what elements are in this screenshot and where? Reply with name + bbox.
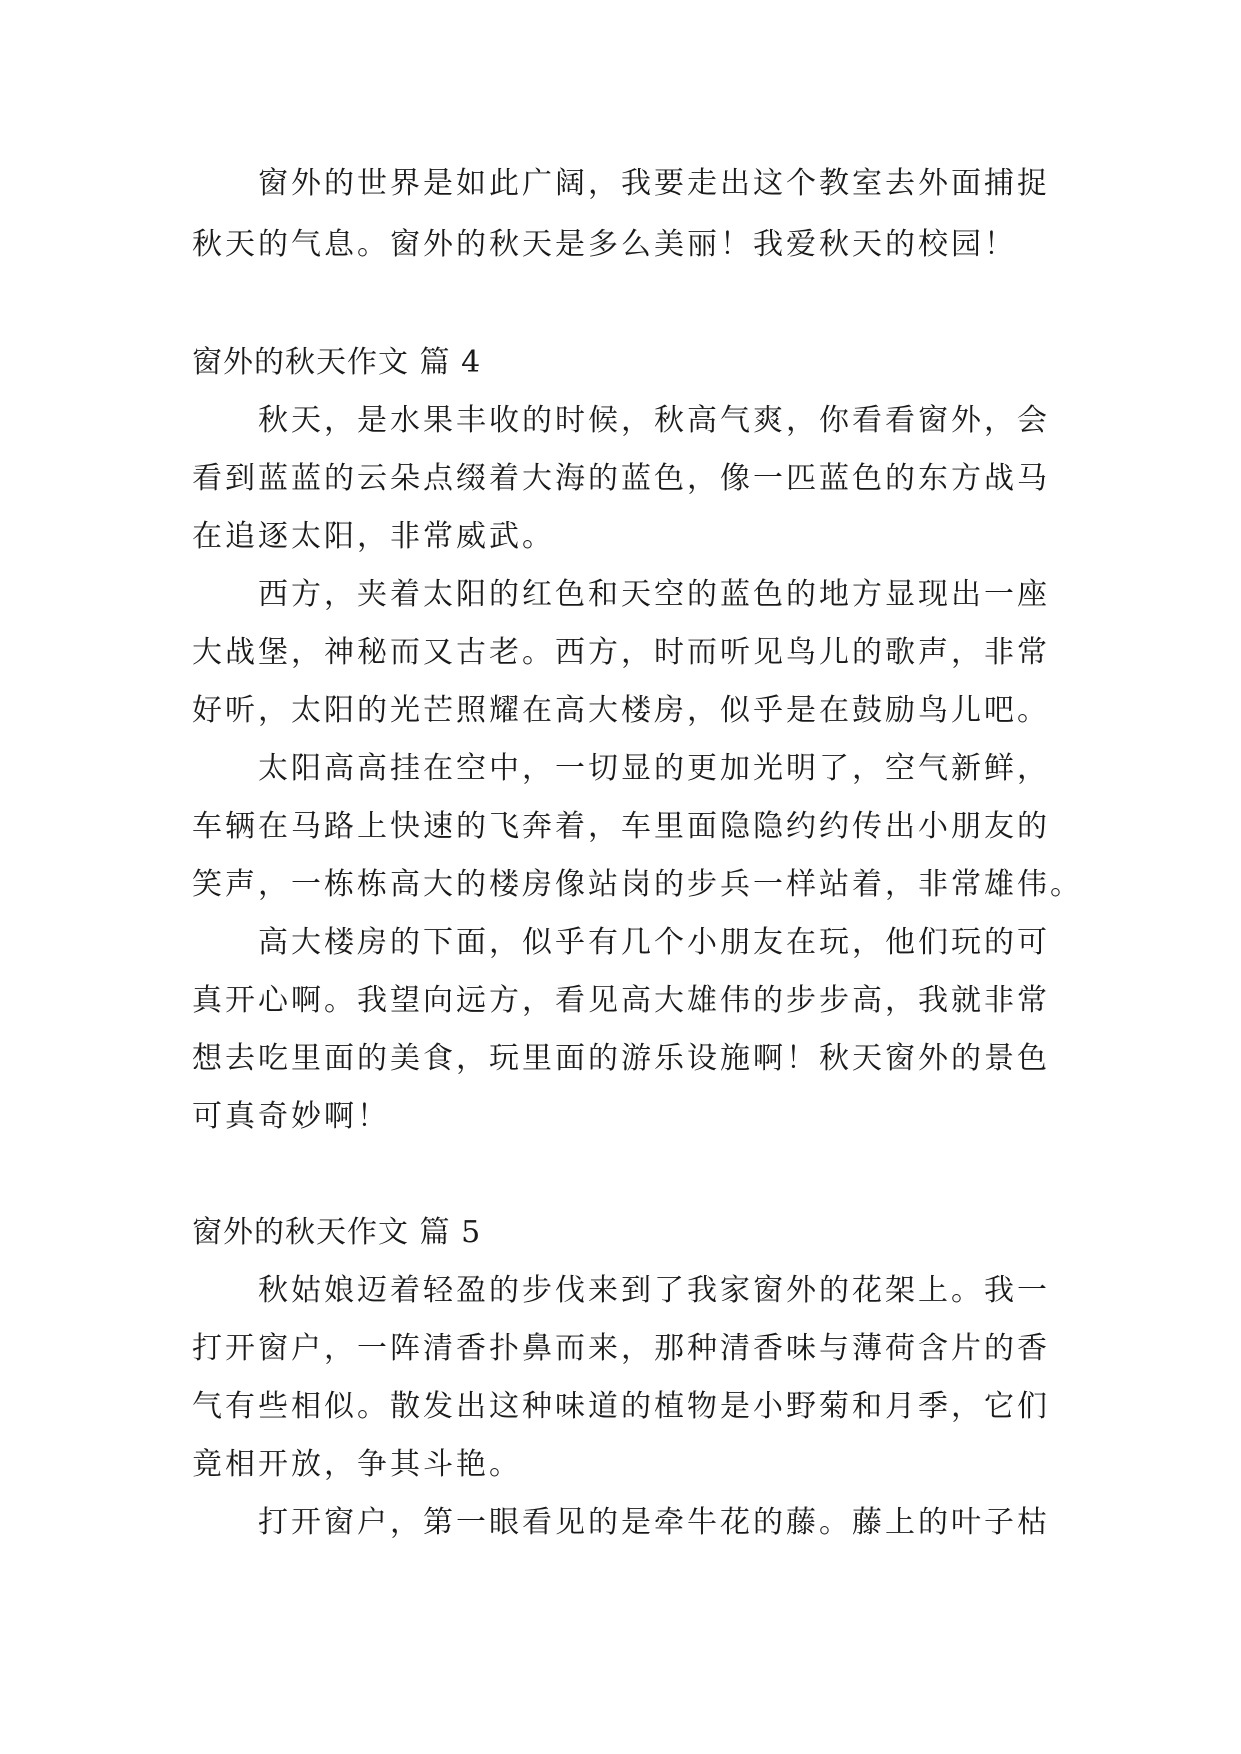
paragraph-line: 秋天，是水果丰收的时候，秋高气爽，你看看窗外，会 [258, 403, 1050, 438]
paragraph-line: 真开心啊。我望向远方，看见高大雄伟的步步高，我就非常 [192, 983, 1050, 1018]
paragraph-line: 大战堡，神秘而又古老。西方，时而听见鸟儿的歌声，非常 [192, 635, 1050, 670]
paragraph-line: 竟相开放，争其斗艳。 [192, 1447, 522, 1482]
paragraph-line: 笑声，一栋栋高大的楼房像站岗的步兵一样站着，非常雄伟。 [192, 867, 1083, 902]
paragraph-line: 看到蓝蓝的云朵点缀着大海的蓝色，像一匹蓝色的东方战马 [192, 461, 1050, 496]
section-heading-5: 窗外的秋天作文 篇 5 [192, 1215, 482, 1250]
paragraph-line: 想去吃里面的美食，玩里面的游乐设施啊！秋天窗外的景色 [192, 1041, 1050, 1076]
paragraph-line: 打开窗户，第一眼看见的是牵牛花的藤。藤上的叶子枯 [258, 1505, 1050, 1540]
paragraph-line: 秋姑娘迈着轻盈的步伐来到了我家窗外的花架上。我一 [258, 1273, 1050, 1308]
paragraph-line: 高大楼房的下面，似乎有几个小朋友在玩，他们玩的可 [258, 925, 1050, 960]
section-heading-4: 窗外的秋天作文 篇 4 [192, 345, 482, 380]
paragraph-line: 车辆在马路上快速的飞奔着，车里面隐隐约约传出小朋友的 [192, 809, 1050, 844]
paragraph-line: 窗外的世界是如此广阔，我要走出这个教室去外面捕捉 [258, 166, 1050, 201]
paragraph-line: 西方，夹着太阳的红色和天空的蓝色的地方显现出一座 [258, 577, 1050, 612]
paragraph-line: 好听，太阳的光芒照耀在高大楼房，似乎是在鼓励鸟儿吧。 [192, 693, 1050, 728]
paragraph-line: 在追逐太阳，非常威武。 [192, 519, 555, 554]
paragraph-line: 打开窗户，一阵清香扑鼻而来，那种清香味与薄荷含片的香 [192, 1331, 1050, 1366]
paragraph-line: 可真奇妙啊！ [192, 1099, 390, 1134]
paragraph-line: 秋天的气息。窗外的秋天是多么美丽！我爱秋天的校园！ [192, 227, 1017, 262]
paragraph-line: 太阳高高挂在空中，一切显的更加光明了，空气新鲜， [258, 751, 1050, 786]
paragraph-line: 气有些相似。散发出这种味道的植物是小野菊和月季，它们 [192, 1389, 1050, 1424]
